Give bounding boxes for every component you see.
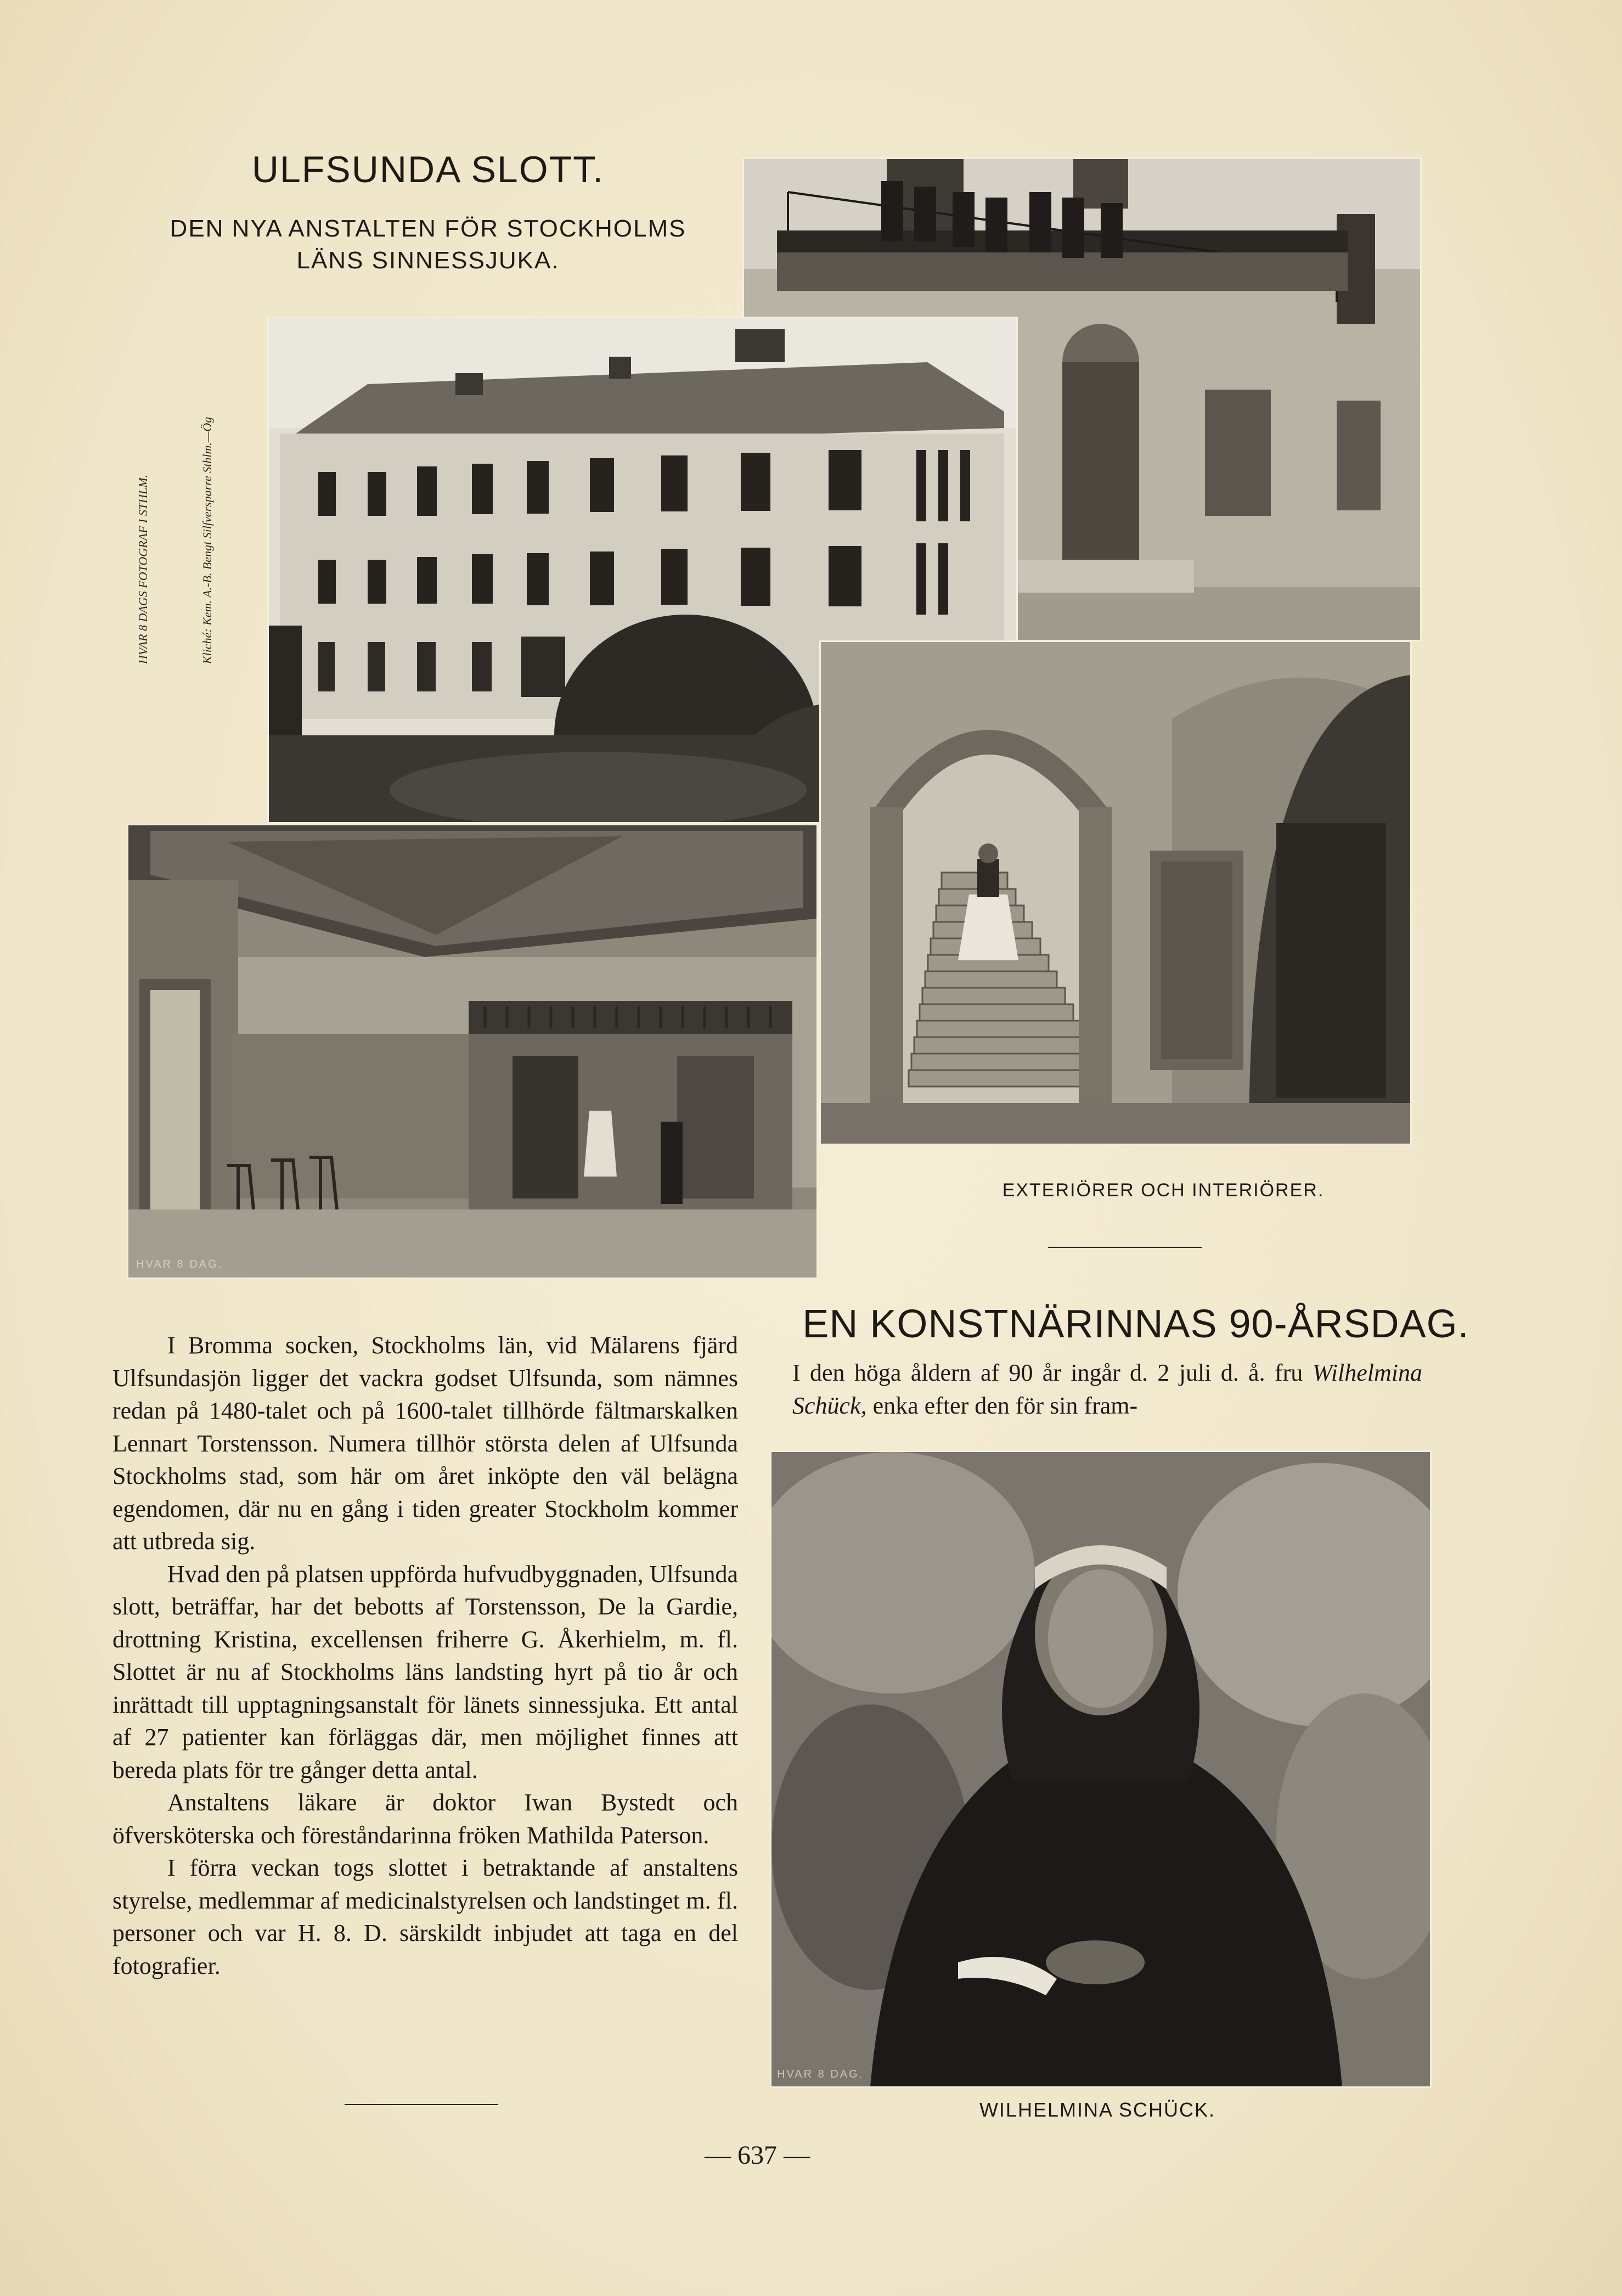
photo-caption: EXTERIÖRER OCH INTERIÖRER. [1002,1180,1325,1201]
article-subtitle-line-2: LÄNS SINNESSJUKA. [296,247,560,274]
article2-text [792,1357,1422,1422]
article-subtitle-line-1: DEN NYA ANSTALTEN FÖR STOCKHOLMS [170,215,686,242]
article2-text-end: enka efter den för sin fram- [866,1392,1138,1419]
paragraph-4: I förra veckan togs slottet i betraktande af anstaltens styrelse, medlemmar af medicinalstyrelsen och landstinget m. fl. personer och var H. 8. D. särskildt inbjudet att taga en del fotografier. [112,1854,738,1979]
photo-credit: HVAR 8 DAGS FOTOGRAF I STHLM. [136,474,150,664]
article-end-rule [345,2104,498,2105]
portrait-caption: WILHELMINA SCHÜCK. [979,2098,1216,2121]
article-title: ULFSUNDA SLOTT. [251,149,605,190]
portrait-watermark: HVAR 8 DAG. [777,2068,864,2080]
article2-text-name: Wilhelmina Schück, [792,1359,1422,1419]
print-credit: Kliché: Kem. A.-B. Bengt Silfversparre Sthlm.—Ög [200,417,214,664]
article-body [112,1329,738,1982]
paragraph-2: Hvad den på platsen uppförda hufvudbyggnaden, Ulfsunda slott, beträffar, har det bebotts af Torstensson, De la Gardie, drottning Kristina, excellensen friherre G. Åkerhielm, m. fl. Slottet är nu af Stockholms läns landsting hyrt på tio år och inrättadt till upptagningsanstalt för länets sinnessjuka. Ett antal af 27 patienter kan förläggas där, men möjlighet finnes att bereda plats för tre gånger detta antal. [112,1560,738,1783]
section-divider [1048,1247,1202,1248]
photo-interior-hall [128,825,816,1278]
photo-watermark: HVAR 8 DAG. [136,1258,223,1270]
paragraph-1: I Bromma socken, Stockholms län, vid Mälarens fjärd Ulfsundasjön ligger det vackra godset Ulfsunda, som nämnes redan på 1480-talet och på 1600-talet tillhörde fältmarskalken Lennart Torstensson. Numera tillhör största delen af Ulfsunda Stockholms stad, som här om året inköpte den väl belägna egendomen, där nu en gång i tiden greater Stockholm kommer att utbreda sig. [112,1332,738,1555]
paragraph-3: Anstaltens läkare är doktor Iwan Bystedt och öfversköterska och föreståndarinna fröken Mathilda Paterson. [112,1789,738,1849]
page-number: — 637 — [705,2141,810,2170]
article-subtitle [121,213,735,277]
photo-portrait [771,1452,1430,2086]
article2-title: EN KONSTNÄRINNAS 90-ÅRSDAG. [802,1302,1469,1346]
photo-staircase [821,642,1410,1144]
article2-text-start: I den höga åldern af 90 år ingår d. 2 juli d. å. fru [792,1359,1313,1386]
